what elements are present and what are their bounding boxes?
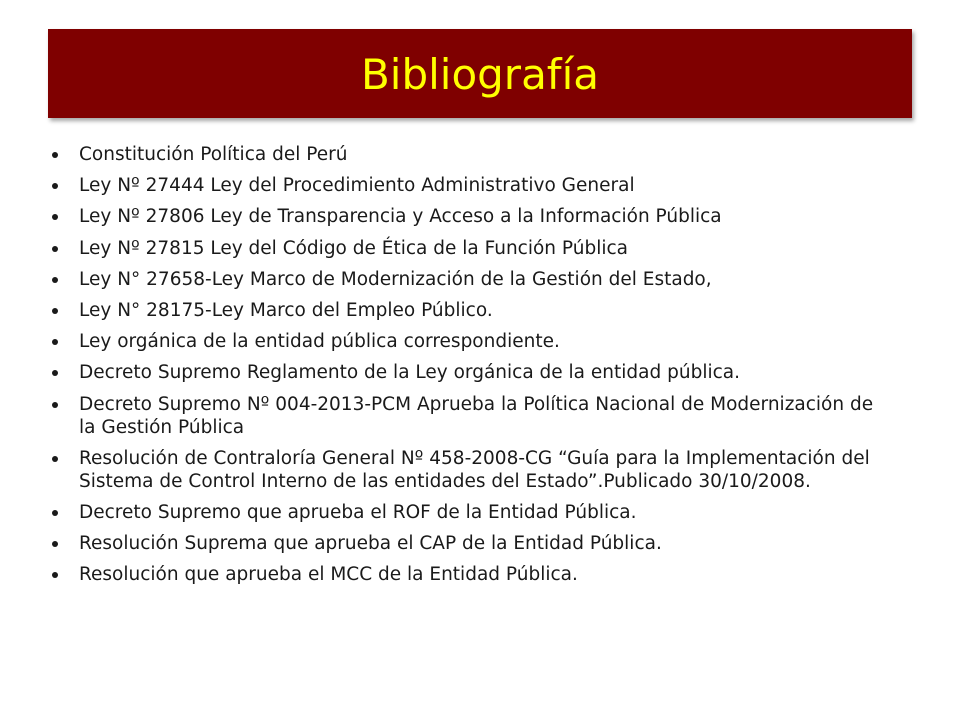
- bullet-icon: [52, 339, 58, 345]
- list-item-text: Ley N° 27658-Ley Marco de Modernización de la Gestión del Estado,: [79, 268, 712, 290]
- list-item: [48, 532, 878, 555]
- list-item: [48, 330, 878, 353]
- bibliography-list: [48, 143, 878, 594]
- list-item-text: Resolución de Contraloría General Nº 458-2008-CG “Guía para la Implementación del Sistema de Control Interno de las entidades del Estado”.Publicado 30/10/2008.: [79, 447, 870, 492]
- bullet-icon: [52, 541, 58, 547]
- bullet-icon: [52, 456, 58, 462]
- bullet-icon: [52, 510, 58, 516]
- slide-title: Bibliografía: [360, 49, 600, 99]
- list-item: [48, 268, 878, 291]
- list-item-text: Constitución Política del Perú: [79, 144, 348, 165]
- list-item: [48, 143, 878, 166]
- bullet-icon: [52, 152, 58, 158]
- list-item: [48, 501, 878, 524]
- list-item: [48, 299, 878, 322]
- bullet-icon: [52, 402, 58, 408]
- list-item: [48, 237, 878, 260]
- bullet-icon: [52, 214, 58, 220]
- list-item-text: Ley Nº 27815 Ley del Código de Ética de la Función Pública: [79, 237, 629, 259]
- bullet-icon: [52, 246, 58, 252]
- title-banner: [48, 29, 912, 118]
- list-item-text: Decreto Supremo Reglamento de la Ley orgánica de la entidad pública.: [79, 362, 740, 384]
- bullet-icon: [52, 370, 58, 376]
- list-item: [48, 205, 878, 228]
- list-item: [48, 447, 878, 493]
- list-item: [48, 393, 878, 439]
- list-item-text: Decreto Supremo que aprueba el ROF de la Entidad Pública.: [79, 501, 637, 523]
- bullet-icon: [52, 572, 58, 578]
- list-item: [48, 174, 878, 197]
- list-item-text: Decreto Supremo Nº 004-2013-PCM Aprueba la Política Nacional de Modernización de la Gestión Pública: [79, 393, 874, 438]
- list-item-text: Ley Nº 27806 Ley de Transparencia y Acceso a la Información Pública: [79, 206, 722, 228]
- list-item-text: Ley N° 28175-Ley Marco del Empleo Público.: [79, 299, 493, 321]
- list-item-text: Resolución que aprueba el MCC de la Entidad Pública.: [79, 564, 578, 586]
- list-item: [48, 361, 878, 384]
- bullet-icon: [52, 277, 58, 283]
- list-item: [48, 563, 878, 586]
- bullet-icon: [52, 183, 58, 189]
- list-item-text: Ley Nº 27444 Ley del Procedimiento Administrativo General: [79, 175, 635, 197]
- list-item-text: Ley orgánica de la entidad pública correspondiente.: [79, 331, 560, 353]
- bullet-icon: [52, 308, 58, 314]
- list-item-text: Resolución Suprema que aprueba el CAP de la Entidad Pública.: [79, 533, 662, 555]
